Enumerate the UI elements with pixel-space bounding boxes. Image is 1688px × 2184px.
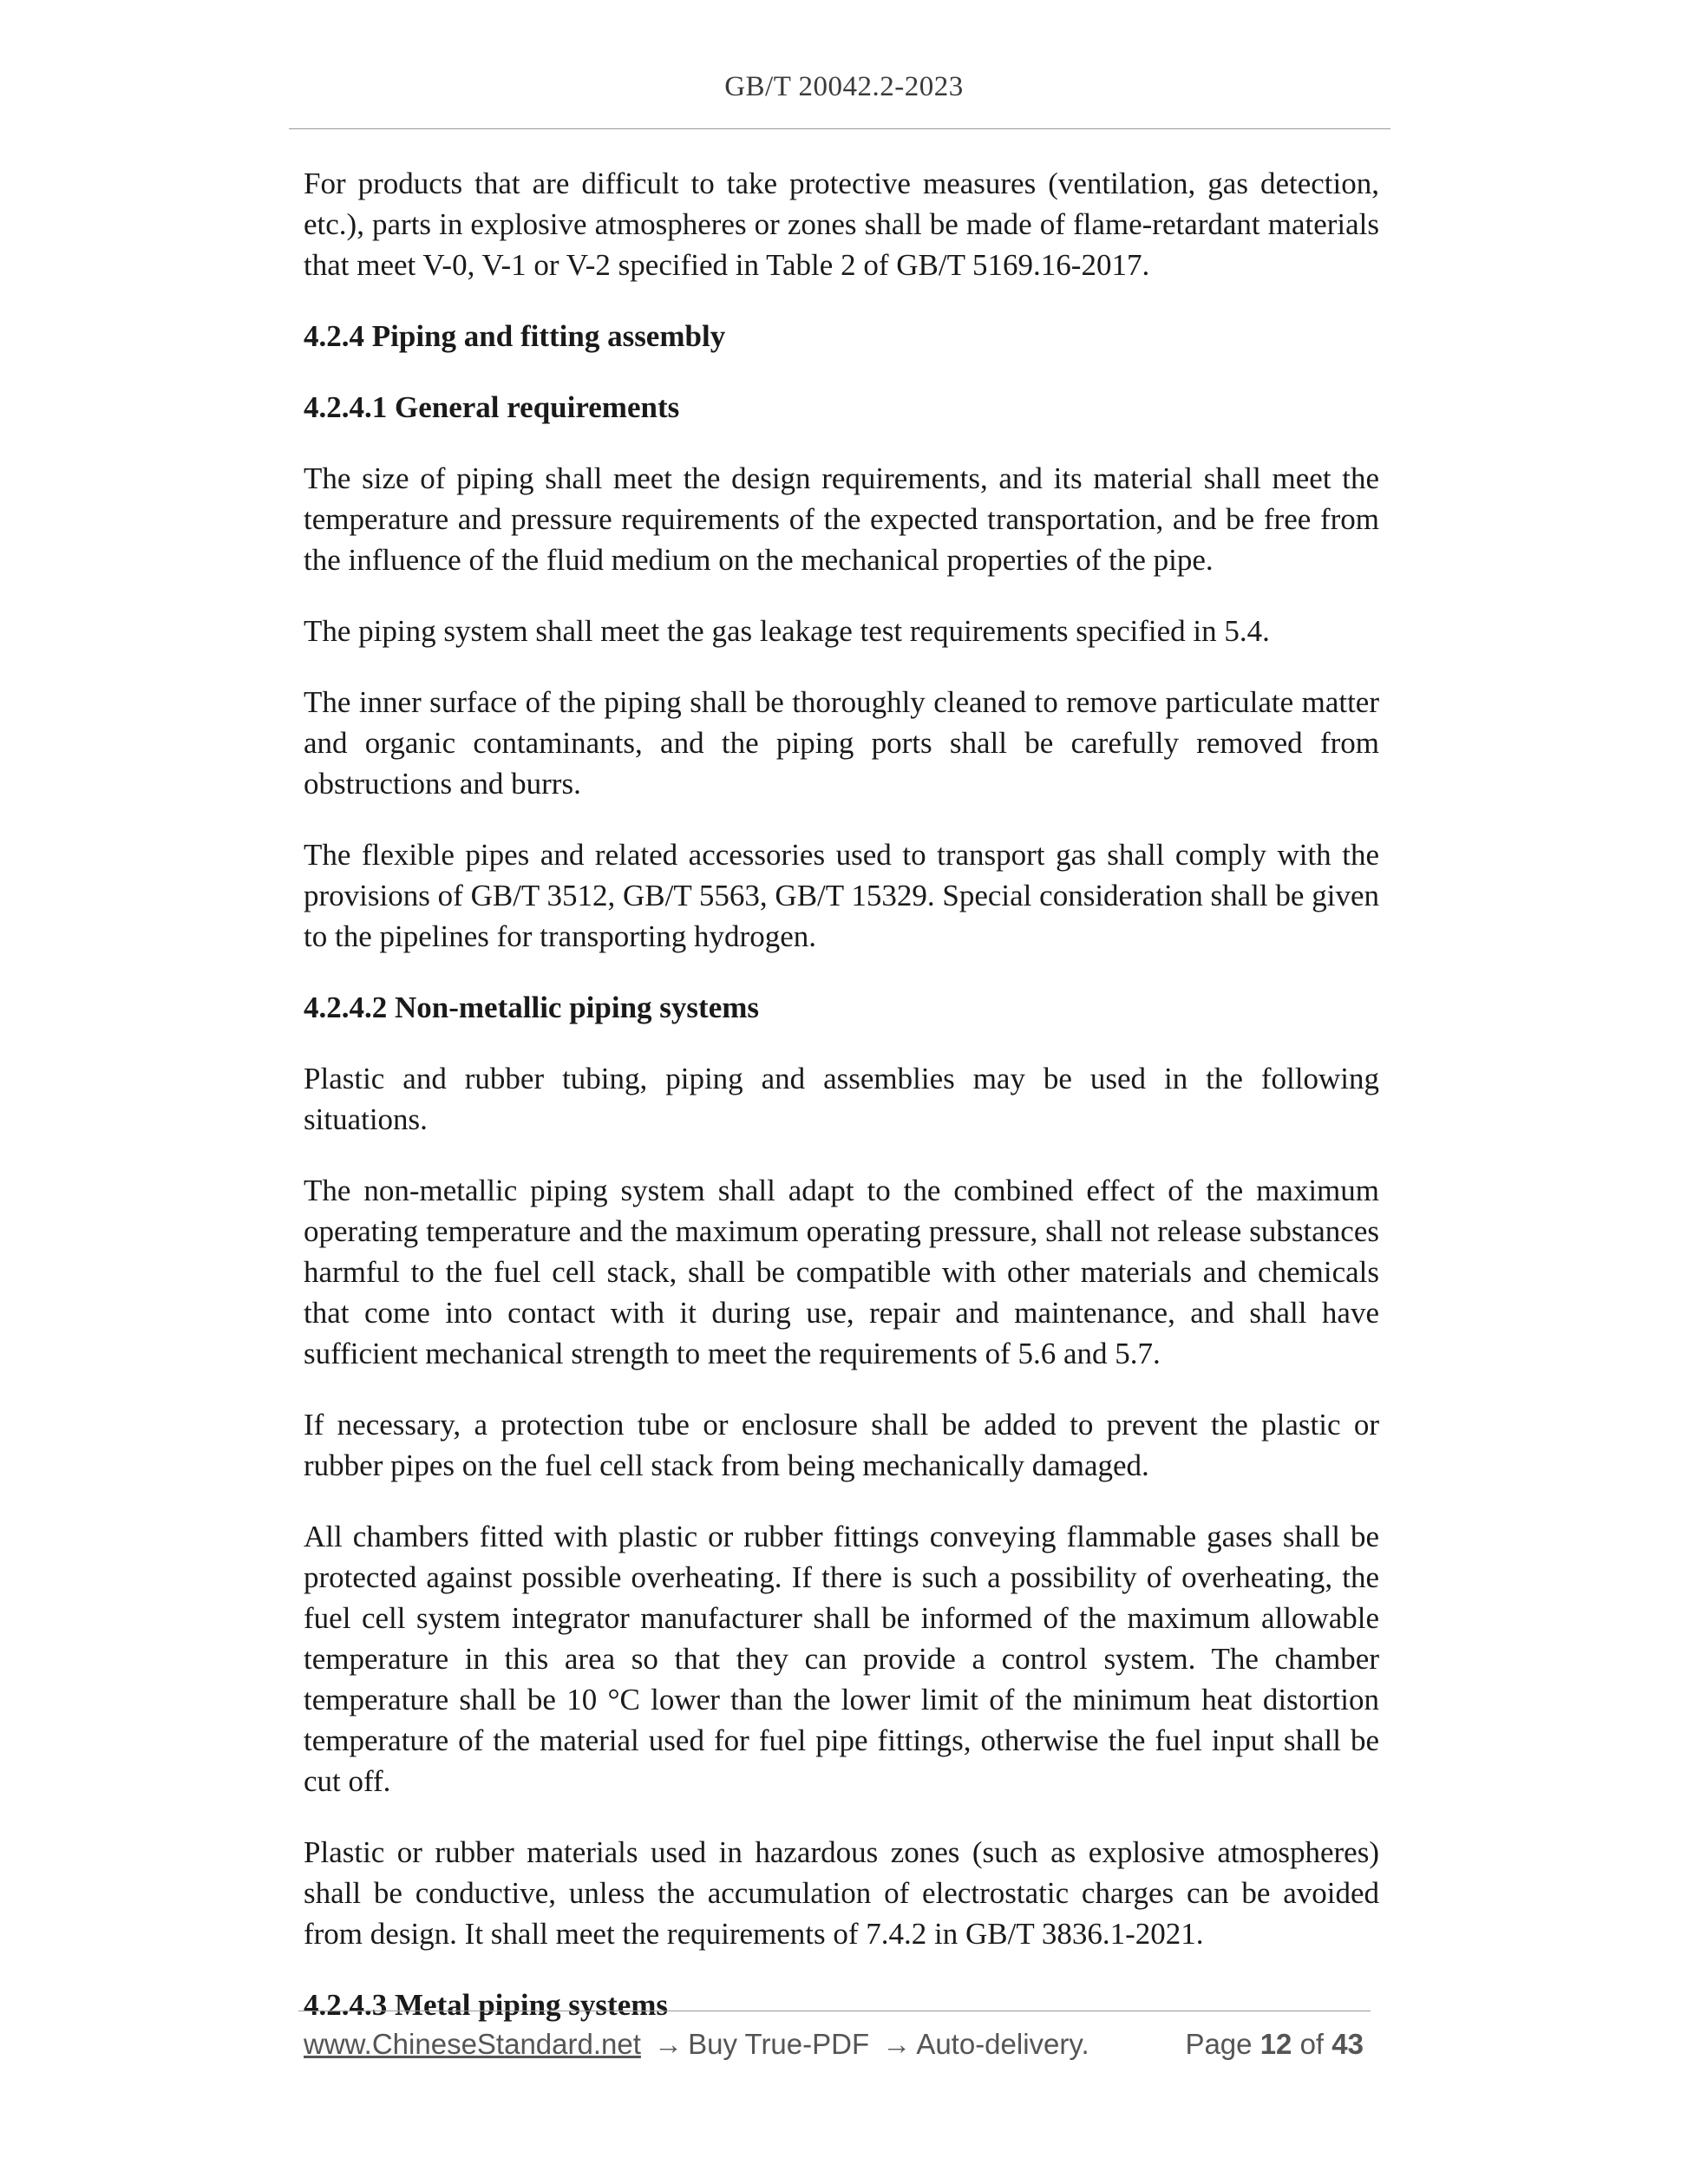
arrow-right-icon: → [654,2028,684,2060]
paragraph-piping-size: The size of piping shall meet the design requirements, and its material shall meet the temperature and pressure requirements of the expected transportation, and be free from the influence of the fluid medium on the mechanical properties of the pipe. [304,461,1379,577]
header-divider [289,128,1390,129]
page-label: Page [1185,2028,1253,2060]
section-heading-4-2-4: 4.2.4 Piping and fitting assembly [304,319,726,353]
paragraph-non-metallic-requirements: The non-metallic piping system shall adapt to the combined effect of the maximum operating temperature and the maximum operating pressure, shall not release substances harmful to the fuel cell stack, shall be compatible with other materials and chemicals that come into contact with it during use, repair and maintenance, and shall have sufficient mechanical strength to meet the requirements of 5.6 and 5.7. [304,1174,1379,1370]
footer-promo [304,2028,1089,2061]
paragraph-conductive-materials: Plastic or rubber materials used in hazardous zones (such as explosive atmospheres) shall be conductive, unless the accumulation of electrostatic charges can be avoided from design. It shall meet the requirements of 7.4.2 in GB/T 3836.1-2021. [304,1835,1379,1951]
paragraph-flame-retardant: For products that are difficult to take protective measures (ventilation, gas detection, etc.), parts in explosive atmospheres or zones shall be made of flame-retardant materials that meet V-0, V-1 or V-2 specified in Table 2 of GB/T 5169.16-2017. [304,167,1379,282]
arrow-right-icon: → [882,2028,912,2060]
page-number-indicator [1185,2028,1364,2061]
total-page-count: 43 [1331,2028,1364,2060]
paragraph-leakage-test: The piping system shall meet the gas leakage test requirements specified in 5.4. [304,614,1270,648]
buy-true-pdf-text: Buy True-PDF [688,2028,870,2060]
page-content [304,163,1379,2056]
website-link[interactable]: www.ChineseStandard.net [304,2028,641,2060]
section-heading-4-2-4-3: 4.2.4.3 Metal piping systems [304,1988,668,2022]
page-footer [304,2028,1371,2066]
paragraph-inner-surface: The inner surface of the piping shall be thoroughly cleaned to remove particulate matter and organic contaminants, and the piping ports shall be carefully removed from obstructions and burrs. [304,685,1379,801]
running-header: GB/T 20042.2-2023 [724,71,964,102]
auto-delivery-text: Auto-delivery. [916,2028,1089,2060]
paragraph-protection-tube: If necessary, a protection tube or enclosure shall be added to prevent the plastic or rubber pipes on the fuel cell stack from being mechanically damaged. [304,1408,1379,1482]
paragraph-flexible-pipes: The flexible pipes and related accessories used to transport gas shall comply with the provisions of GB/T 3512, GB/T 5563, GB/T 15329. Special consideration shall be given to the pipelines for transporting hydrogen. [304,838,1379,953]
section-heading-4-2-4-1: 4.2.4.1 General requirements [304,390,680,424]
paragraph-plastic-rubber-usage: Plastic and rubber tubing, piping and assemblies may be used in the following situations. [304,1062,1379,1136]
current-page-number: 12 [1259,2028,1292,2060]
section-heading-4-2-4-2: 4.2.4.2 Non-metallic piping systems [304,991,759,1024]
of-label: of [1299,2028,1325,2060]
paragraph-overheating: All chambers fitted with plastic or rubber fittings conveying flammable gases shall be protected against possible overheating. If there is such a possibility of overheating, the fuel cell system integrator manufacturer shall be informed of the maximum allowable temperature in this area so that they can provide a control system. The chamber temperature shall be 10 °C lower than the lower limit of the minimum heat distortion temperature of the material used for fuel pipe fittings, otherwise the fuel input shall be cut off. [304,1520,1379,1798]
